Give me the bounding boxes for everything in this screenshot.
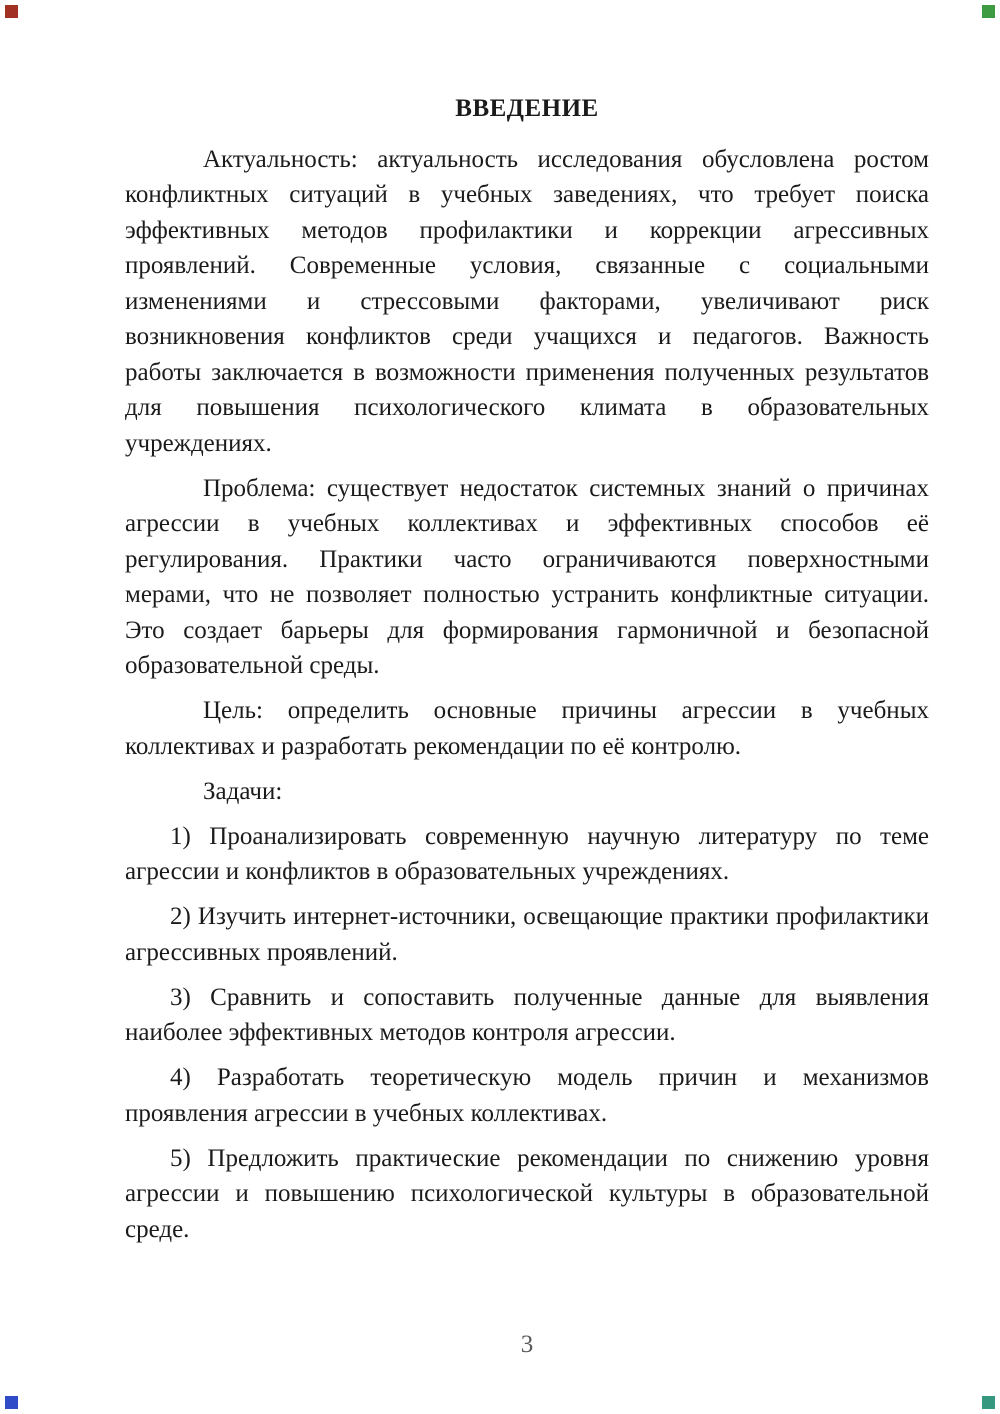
- corner-marker-top-right: [982, 5, 995, 18]
- paragraph-task-1: [125, 819, 929, 890]
- text-line: образовательной среды.: [125, 652, 380, 679]
- text-line: агрессии в учебных коллективах и эффективных способов её: [125, 510, 929, 537]
- corner-marker-top-left: [5, 5, 18, 18]
- text-line: 1) Проанализировать современную научную литературу по теме: [170, 822, 929, 850]
- text-line: проявления агрессии в учебных коллективах.: [125, 1099, 608, 1127]
- document-body: [125, 142, 929, 1248]
- text-line: конфликтных ситуаций в учебных заведениях, что требует поиска: [125, 181, 929, 208]
- text-line: коллективах и разработать рекомендации по её контролю.: [125, 732, 742, 760]
- text-line: 3) Сравнить и сопоставить полученные данные для выявления: [170, 983, 929, 1011]
- text-line: регулирования. Практики часто ограничиваются поверхностными: [125, 545, 929, 573]
- paragraph-tasks-heading: [125, 774, 929, 810]
- text-line: агрессии и конфликтов в образовательных учреждениях.: [125, 858, 730, 885]
- paragraph-task-3: [125, 980, 929, 1051]
- text-line: наиболее эффективных методов контроля агрессии.: [125, 1019, 676, 1046]
- paragraph-goal: [125, 693, 929, 764]
- text-line: агрессии и повышению психологической культуры в образовательной: [125, 1180, 929, 1207]
- corner-marker-bottom-left: [5, 1396, 18, 1409]
- text-line: Актуальность: актуальность исследования обусловлена ростом: [203, 145, 929, 173]
- paragraph-task-5: [125, 1141, 929, 1248]
- text-line: возникновения конфликтов среди учащихся и педагогов. Важность: [125, 323, 929, 350]
- text-line: изменениями и стрессовыми факторами, увеличивают риск: [125, 287, 929, 315]
- text-line: 2) Изучить интернет-источники, освещающие практики профилактики: [170, 903, 929, 930]
- page-number: 3: [520, 1331, 534, 1358]
- text-line: работы заключается в возможности применения полученных результатов: [125, 358, 929, 386]
- page-title: ВВЕДЕНИЕ: [455, 95, 599, 122]
- corner-marker-bottom-right: [982, 1396, 995, 1409]
- text-line: 5) Предложить практические рекомендации по снижению уровня: [170, 1144, 929, 1172]
- text-line: для повышения психологического климата в образовательных: [125, 394, 929, 421]
- paragraph-problem: [125, 471, 929, 684]
- text-line: проявлений. Современные условия, связанные с социальными: [125, 252, 929, 279]
- text-line: учреждениях.: [125, 429, 272, 457]
- text-line: Задачи:: [203, 777, 283, 805]
- text-line: 4) Разработать теоретическую модель причин и механизмов: [170, 1064, 929, 1091]
- paragraph-actuality: [125, 142, 929, 462]
- text-line: эффективных методов профилактики и коррекции агрессивных: [125, 216, 929, 244]
- text-line: агрессивных проявлений.: [125, 938, 398, 966]
- text-line: мерами, что не позволяет полностью устранить конфликтные ситуации.: [125, 581, 929, 608]
- text-line: Это создает барьеры для формирования гармоничной и безопасной: [125, 616, 929, 644]
- paragraph-task-4: [125, 1060, 929, 1131]
- paragraph-task-2: [125, 899, 929, 970]
- text-line: Цель: определить основные причины агрессии в учебных: [203, 697, 929, 724]
- text-line: среде.: [125, 1215, 190, 1243]
- text-line: Проблема: существует недостаток системных знаний о причинах: [203, 474, 929, 502]
